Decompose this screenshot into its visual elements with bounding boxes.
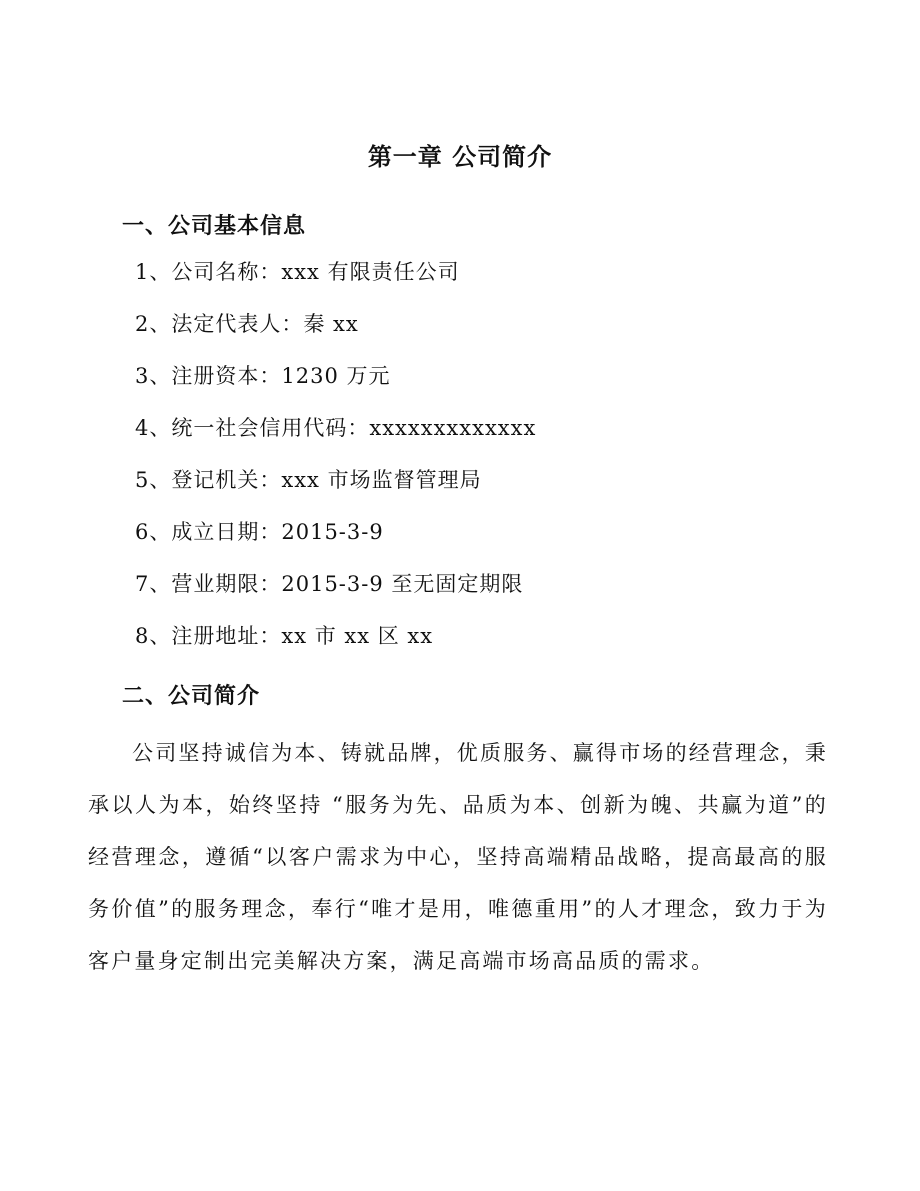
info-item-registered-capital: 3、注册资本：1230 万元 [135, 364, 391, 388]
info-item-legal-representative: 2、法定代表人：秦 xx [135, 312, 359, 336]
info-item-registration-authority: 5、登记机关：xxx 市场监督管理局 [135, 468, 482, 492]
company-info-list [135, 257, 536, 673]
chapter-title: 第一章 公司简介 [367, 142, 553, 171]
info-item-registered-address: 8、注册地址：xx 市 xx 区 xx [135, 624, 434, 648]
info-item-business-term: 7、营业期限：2015-3-9 至无固定期限 [135, 572, 524, 596]
info-item-credit-code: 4、统一社会信用代码：xxxxxxxxxxxxx [135, 416, 537, 440]
section-heading-company-intro: 二、公司简介 [122, 683, 261, 709]
info-item-established-date: 6、成立日期：2015-3-9 [135, 520, 384, 544]
info-item-company-name: 1、公司名称：xxx 有限责任公司 [135, 260, 460, 284]
section-heading-basic-info: 一、公司基本信息 [122, 213, 307, 239]
company-intro-paragraph: 公司坚持诚信为本、铸就品牌，优质服务、赢得市场的经营理念，秉承以人为本，始终坚持 “服务为先、品质为本、创新为魄、共赢为道”的经营理念，遵循“以客户需求为中心，坚持高端精品战略，提高最高的服务价值”的服务理念，奉行“唯才是用，唯德重用”的人才理念，致力于为客户量身定制出完美解决方案，满足高端市场高品质的需求。 [88, 741, 828, 973]
